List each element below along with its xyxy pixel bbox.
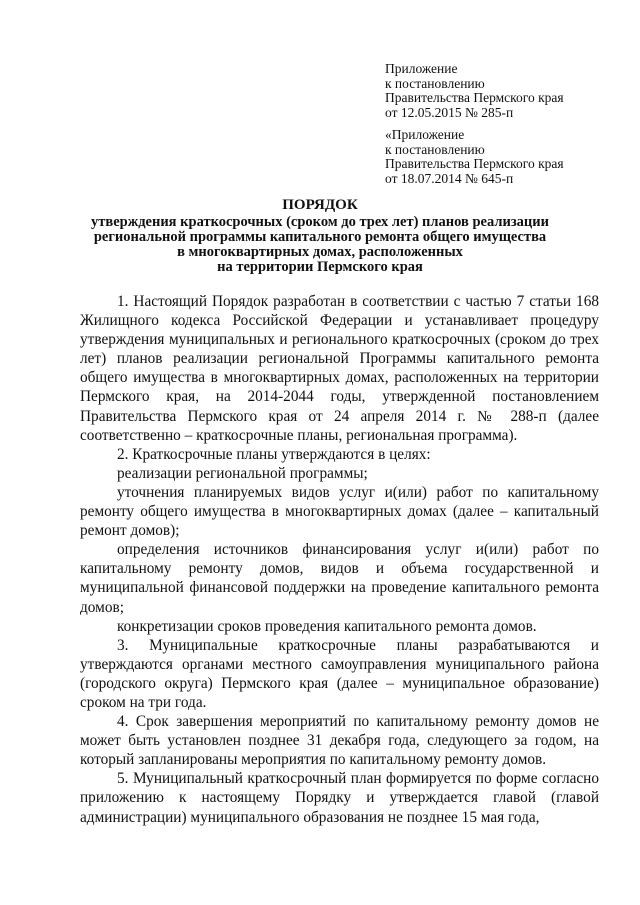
subtitle-line: региональной программы капитального ремонта общего имущества <box>93 229 547 245</box>
paragraph-1: 1. Настоящий Порядок разработан в соответствии с частью 7 статьи 168 Жилищного кодекса Российской Федерации и устанавливает процедуру утверждения муниципальных и регионального краткосрочных (сроком до трех лет) планов реализации региональной Программы капитального ремонта общего имущества в многоквартирных домах, расположенных на территории Пермского края, на 2014-2044 годы, утвержденной постановлением Правительства Пермского края от 24 апреля 2014 г. № 288-п (далее соответственно – краткосрочные планы, региональная программа). <box>80 293 599 444</box>
appendix-note-original <box>385 128 564 186</box>
paragraph-goal-2: уточнения планируемых видов услуг и(или) работ по капитальному ремонту общего имущества в многоквартирных домах (далее – капитальный ремонт домов); <box>80 483 599 540</box>
appendix-line: Приложение <box>385 61 458 76</box>
appendix-line: к постановлению <box>385 141 485 157</box>
paragraph-2: 2. Краткосрочные планы утверждаются в целях: <box>117 445 431 463</box>
subtitle-line: утверждения краткосрочных (сроком до трех лет) планов реализации <box>90 214 549 230</box>
subtitle-line: на территории Пермского края <box>217 259 423 275</box>
paragraph-goal-4: конкретизации сроков проведения капитального ремонта домов. <box>117 617 537 635</box>
appendix-line: Правительства Пермского края <box>385 156 564 171</box>
paragraph-goal-3: определения источников финансирования услуг и(или) работ по капитальному ремонту домов, видов и объема государственной и муниципальной финансовой поддержки на проведение капитального ремонта домов; <box>80 541 599 616</box>
subtitle-line: в многоквартирных домах, расположенных <box>177 244 463 260</box>
paragraph-3: 3. Муниципальные краткосрочные планы разрабатываются и утверждаются органами местного самоуправления муниципального района (городского округа) Пермского края (далее – муниципальное образование) сроком на три года. <box>80 636 599 711</box>
document-subtitle <box>0 215 640 275</box>
appendix-line: «Приложение <box>385 127 465 142</box>
appendix-note-current <box>385 62 564 120</box>
paragraph-5: 5. Муниципальный краткосрочный план формируется по форме согласно приложению к настоящему Порядку и утверждается главой (главой администрации) муниципального образования не позднее 15 мая года, <box>80 770 599 826</box>
document-title: ПОРЯДОК <box>282 197 358 213</box>
paragraph-goal-1: реализации региональной программы; <box>117 464 368 482</box>
document-body <box>80 292 599 827</box>
appendix-line: к постановлению <box>385 75 485 91</box>
appendix-line: от 12.05.2015 № 285-п <box>385 104 514 120</box>
appendix-line: от 18.07.2014 № 645-п <box>385 170 514 186</box>
paragraph-4: 4. Срок завершения мероприятий по капитальному ремонту домов не может быть установлен позднее 31 декабря года, следующего за годом, на который запланированы мероприятия по капитальному ремонту домов. <box>80 713 599 769</box>
appendix-line: Правительства Пермского края <box>385 90 564 105</box>
